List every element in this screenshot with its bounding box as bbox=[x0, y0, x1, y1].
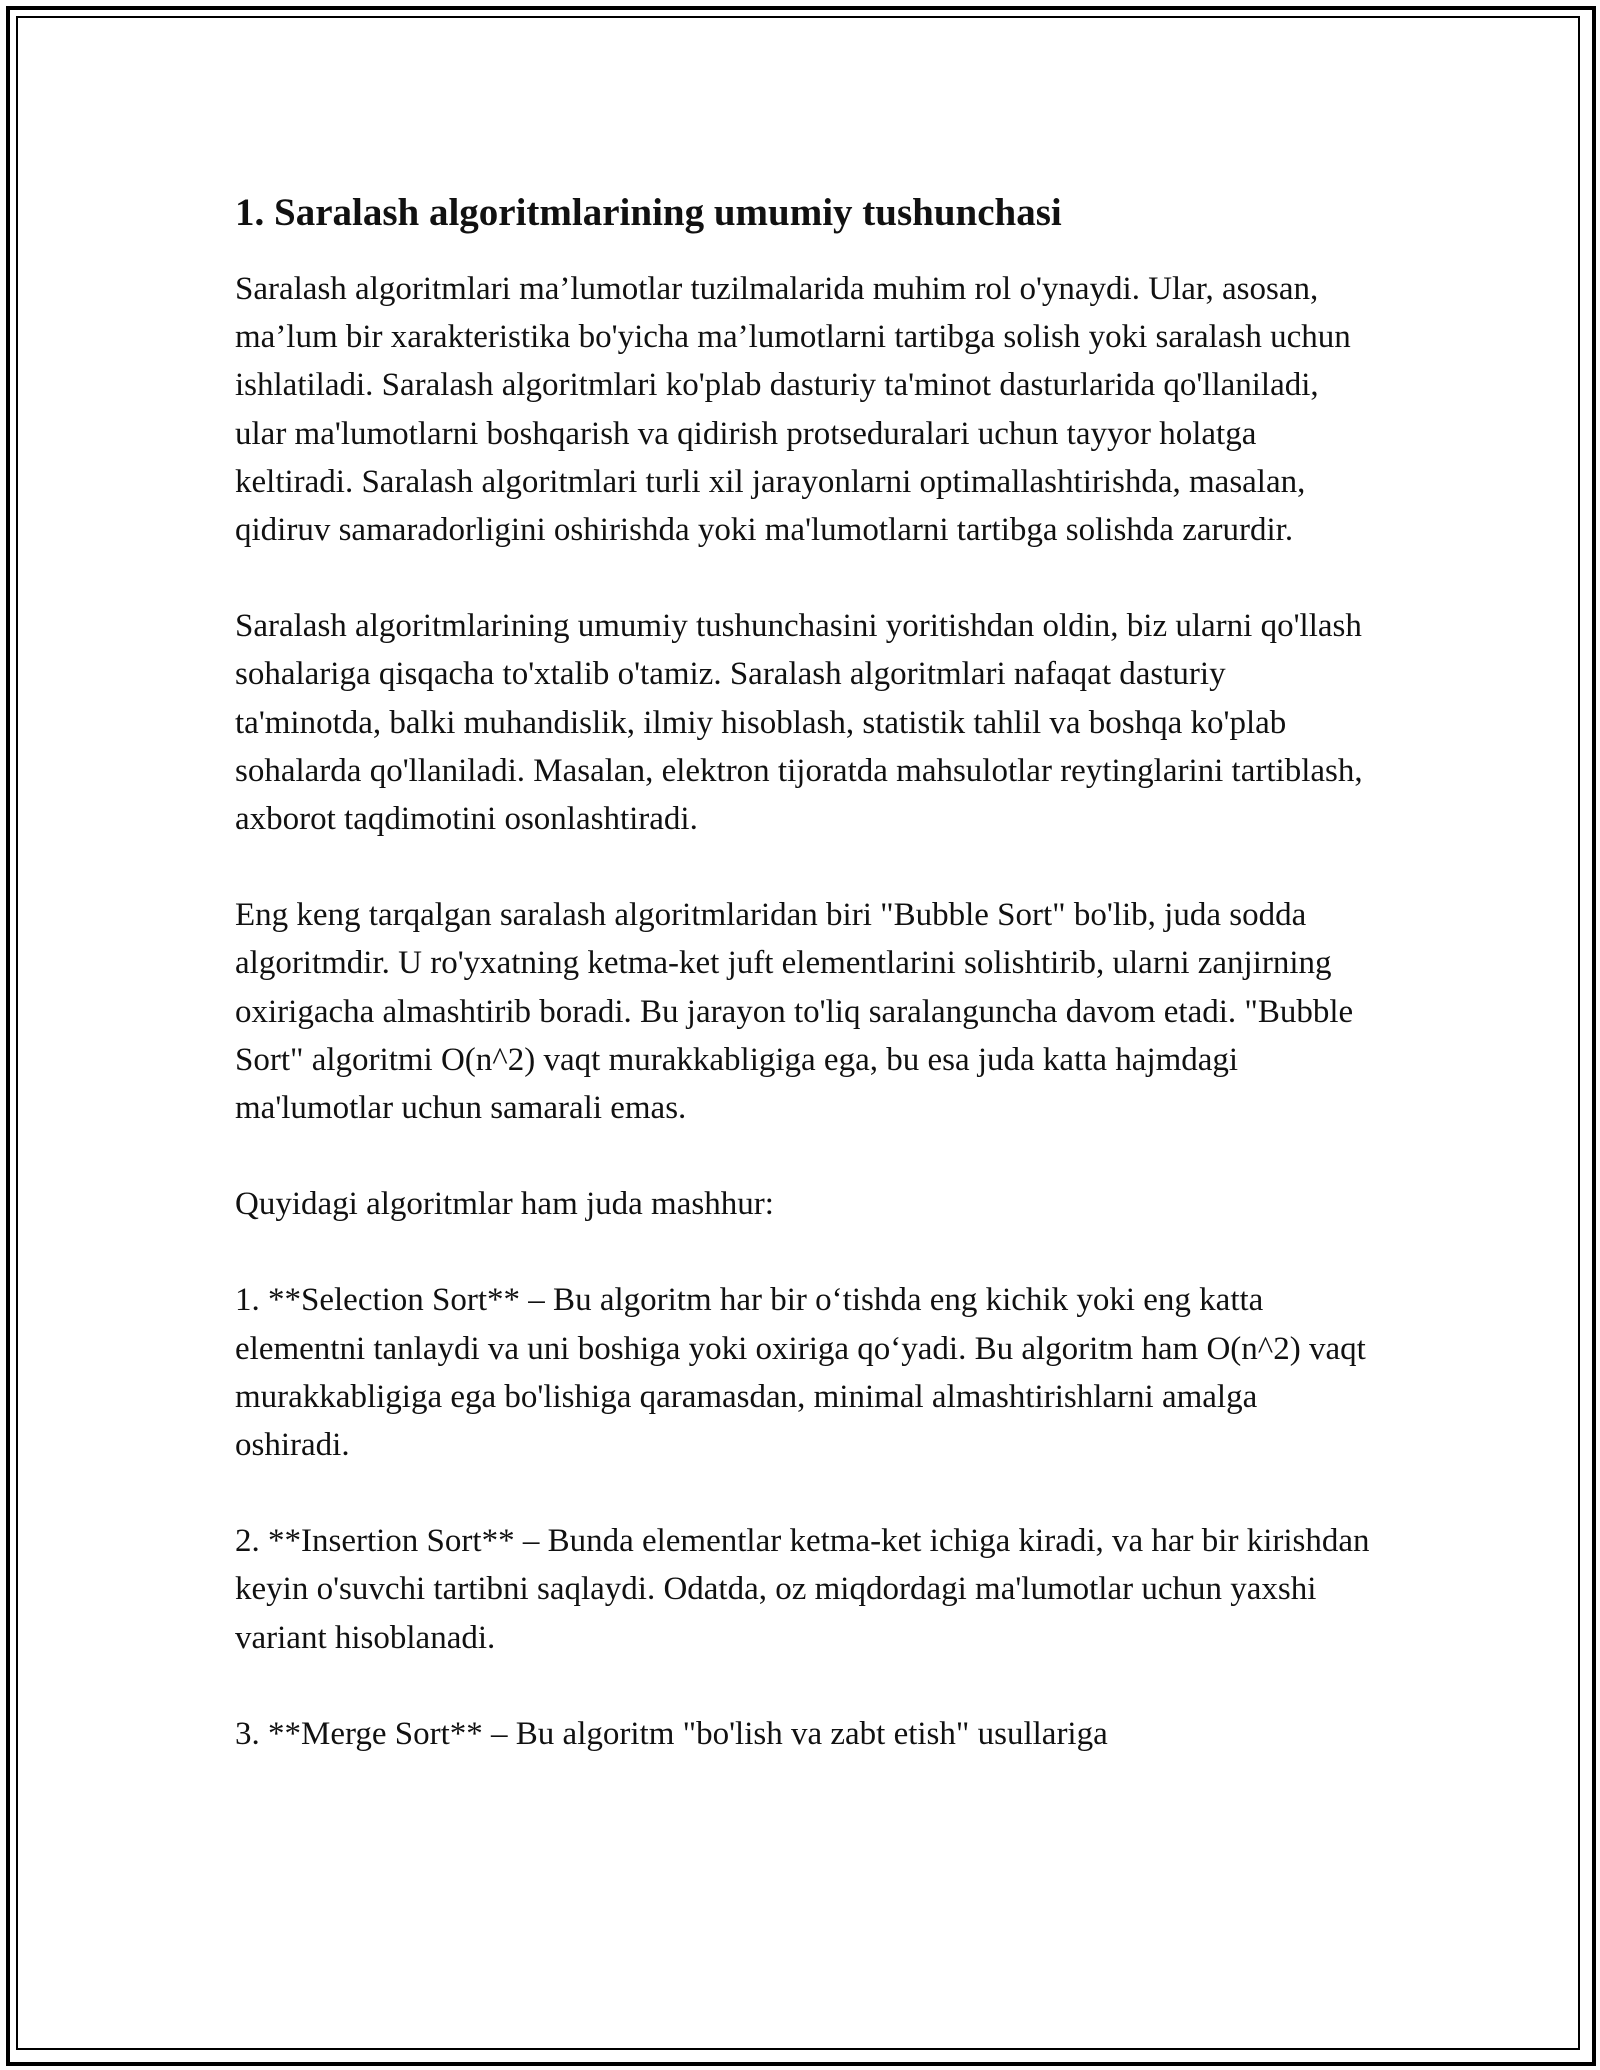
paragraph-list-intro: Quyidagi algoritmlar ham juda mashhur: bbox=[235, 1186, 774, 1223]
paragraph-merge-sort: 3. **Merge Sort** – Bu algoritm "bo'lish va zabt etish" usullariga bbox=[235, 1715, 1108, 1752]
document-body bbox=[235, 185, 1375, 1758]
paragraph-intro: Saralash algoritmlari ma’lumotlar tuzilmalarida muhim rol o'ynaydi. Ular, asosan, ma’lum bir xarakteristika bo'yicha ma’lumotlarni tartibga solish yoki saralash uchun ishlatiladi. Saralash algoritmlari ko'plab dasturiy ta'minot dasturlarida qo'llaniladi, ular ma'lumotlarni boshqarish va qidirish protseduralari uchun tayyor holatga keltiradi. Saralash algoritmlari turli xil jarayonlarni optimallashtirishda, masalan, qidiruv samaradorligini oshirishda yoki ma'lumotlarni tartibga solishda zarurdir. bbox=[235, 271, 1351, 549]
paragraph-applications: Saralash algoritmlarining umumiy tushunchasini yoritishdan oldin, biz ularni qo'llash sohalariga qisqacha to'xtalib o'tamiz. Saralash algoritmlari nafaqat dasturiy ta'minotda, balki muhandislik, ilmiy hisoblash, statistik tahlil va boshqa ko'plab sohalarda qo'llaniladi. Masalan, elektron tijoratda mahsulotlar reytinglarini tartiblash, axborot taqdimotini osonlashtiradi. bbox=[235, 608, 1363, 838]
section-heading: 1. Saralash algoritmlarining umumiy tushunchasi bbox=[235, 191, 1062, 234]
paragraph-insertion-sort: 2. **Insertion Sort** – Bunda elementlar ketma-ket ichiga kiradi, va har bir kirishdan keyin o'suvchi tartibni saqlaydi. Odatda, oz miqdordagi ma'lumotlar uchun yaxshi variant hisoblanadi. bbox=[235, 1523, 1370, 1656]
paragraph-selection-sort: 1. **Selection Sort** – Bu algoritm har bir o‘tishda eng kichik yoki eng katta elementni tanlaydi va uni boshiga yoki oxiriga qo‘yadi. Bu algoritm ham O(n^2) vaqt murakkabligiga ega bo'lishiga qaramasdan, minimal almashtirishlarni amalga oshiradi. bbox=[235, 1282, 1366, 1464]
paragraph-bubble-sort: Eng keng tarqalgan saralash algoritmlaridan biri "Bubble Sort" bo'lib, juda sodda algoritmdir. U ro'yxatning ketma-ket juft elementlarini solishtirib, ularni zanjirning oxirigacha almashtirib boradi. Bu jarayon to'liq saralanguncha davom etadi. "Bubble Sort" algoritmi O(n^2) vaqt murakkabligiga ega, bu esa juda katta hajmdagi ma'lumotlar uchun samarali emas. bbox=[235, 897, 1354, 1127]
